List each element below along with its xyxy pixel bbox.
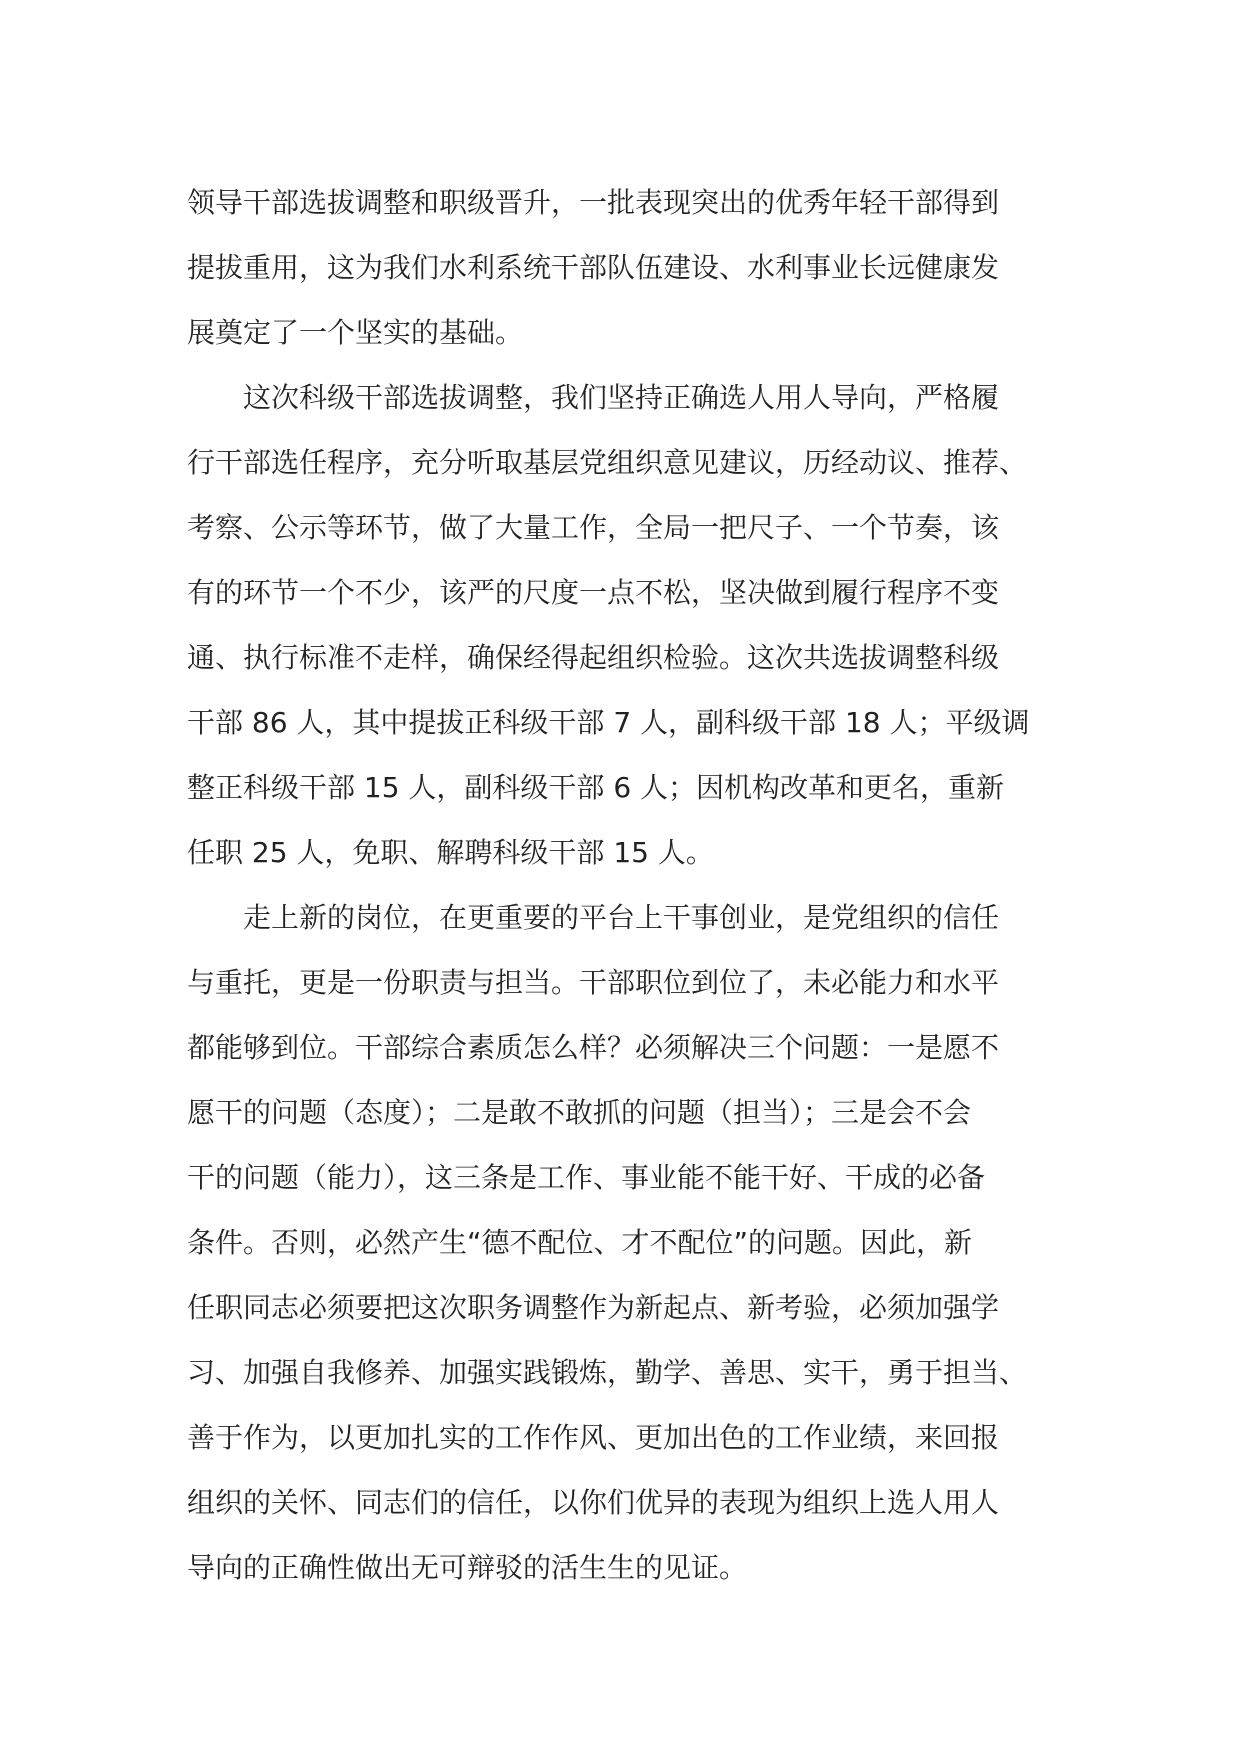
text-line: 展奠定了一个坚实的基础。 <box>187 316 524 349</box>
text-line: 导向的正确性做出无可辩驳的活生生的见证。 <box>187 1551 748 1584</box>
text-line: 条件。否则，必然产生“德不配位、才不配位”的问题。因此，新 <box>187 1226 973 1259</box>
paragraph-3 <box>187 885 1067 1600</box>
text-line: 与重托，更是一份职责与担当。干部职位到位了，未必能力和水平 <box>187 966 1000 999</box>
text-line: 善于作为，以更加扎实的工作作风、更加出色的工作业绩，来回报 <box>187 1421 1000 1454</box>
text-line: 这次科级干部选拔调整，我们坚持正确选人用人导向，严格履 <box>187 381 1000 414</box>
document-body <box>187 170 1067 1600</box>
paragraph-1 <box>187 170 1067 365</box>
paragraph-2 <box>187 365 1067 885</box>
text-line: 整正科级干部 15 人，副科级干部 6 人；因机构改革和更名，重新 <box>187 771 1005 804</box>
text-line: 领导干部选拔调整和职级晋升，一批表现突出的优秀年轻干部得到 <box>187 186 1000 219</box>
text-line: 愿干的问题（态度）；二是敢不敢抓的问题（担当）；三是会不会 <box>187 1096 972 1129</box>
text-line: 任职 25 人，免职、解聘科级干部 15 人。 <box>187 836 714 869</box>
text-line: 干的问题（能力），这三条是工作、事业能不能干好、干成的必备 <box>187 1161 986 1194</box>
text-line: 通、执行标准不走样，确保经得起组织检验。这次共选拔调整科级 <box>187 641 1000 674</box>
text-line: 有的环节一个不少，该严的尺度一点不松，坚决做到履行程序不变 <box>187 576 1000 609</box>
text-line: 考察、公示等环节，做了大量工作，全局一把尺子、一个节奏，该 <box>187 511 1000 544</box>
text-line: 行干部选任程序，充分听取基层党组织意见建议，历经动议、推荐、 <box>187 446 1028 479</box>
text-line: 都能够到位。干部综合素质怎么样？必须解决三个问题：一是愿不 <box>187 1031 1000 1064</box>
text-line: 干部 86 人，其中提拔正科级干部 7 人，副科级干部 18 人；平级调 <box>187 706 1030 739</box>
text-line: 组织的关怀、同志们的信任，以你们优异的表现为组织上选人用人 <box>187 1486 1000 1519</box>
text-line: 任职同志必须要把这次职务调整作为新起点、新考验，必须加强学 <box>187 1291 1000 1324</box>
text-line: 提拔重用，这为我们水利系统干部队伍建设、水利事业长远健康发 <box>187 251 1000 284</box>
text-line: 习、加强自我修养、加强实践锻炼，勤学、善思、实干，勇于担当、 <box>187 1356 1028 1389</box>
text-line: 走上新的岗位，在更重要的平台上干事创业，是党组织的信任 <box>187 901 1000 934</box>
